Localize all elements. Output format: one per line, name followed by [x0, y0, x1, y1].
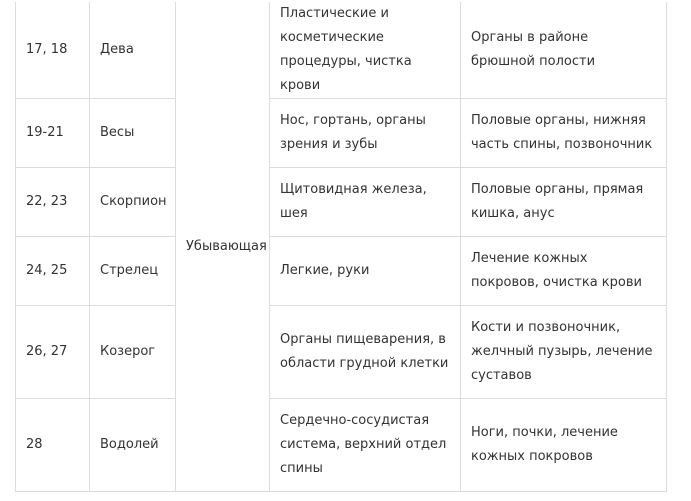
days-cell: 22, 23: [16, 168, 90, 237]
moon-phase-cell: Убывающая: [176, 2, 270, 492]
avoid-organs-cell: Лечение кожных покровов, очистка крови: [461, 237, 667, 306]
treat-organs-cell: Сердечно-сосудистая система, верхний отдел спины: [270, 399, 461, 492]
avoid-organs-cell: Кости и позвоночник, желчный пузырь, лечение суставов: [461, 306, 667, 399]
zodiac-sign-cell: Стрелец: [90, 237, 176, 306]
zodiac-sign-cell: Скорпион: [90, 168, 176, 237]
zodiac-sign-cell: Весы: [90, 99, 176, 168]
zodiac-sign-cell: Водолей: [90, 399, 176, 492]
lunar-calendar-table: [15, 2, 667, 492]
table-row: [16, 99, 667, 168]
treat-organs-cell: Органы пищеварения, в области грудной клетки: [270, 306, 461, 399]
avoid-organs-cell: Ноги, почки, лечение кожных покровов: [461, 399, 667, 492]
table-row: [16, 306, 667, 399]
treat-organs-cell: Пластические и косметические процедуры, чистка крови: [270, 2, 461, 99]
lunar-calendar-table-container: [15, 2, 667, 492]
avoid-organs-cell: Органы в районе брюшной полости: [461, 2, 667, 99]
zodiac-sign-cell: Козерог: [90, 306, 176, 399]
treat-organs-cell: Легкие, руки: [270, 237, 461, 306]
zodiac-sign-cell: Дева: [90, 2, 176, 99]
days-cell: 28: [16, 399, 90, 492]
avoid-organs-cell: Половые органы, прямая кишка, анус: [461, 168, 667, 237]
table-row: [16, 237, 667, 306]
table-row: [16, 399, 667, 492]
days-cell: 19-21: [16, 99, 90, 168]
treat-organs-cell: Щитовидная железа, шея: [270, 168, 461, 237]
days-cell: 26, 27: [16, 306, 90, 399]
table-row: [16, 2, 667, 99]
days-cell: 24, 25: [16, 237, 90, 306]
treat-organs-cell: Нос, гортань, органы зрения и зубы: [270, 99, 461, 168]
avoid-organs-cell: Половые органы, нижняя часть спины, позвоночник: [461, 99, 667, 168]
table-row: [16, 168, 667, 237]
days-cell: 17, 18: [16, 2, 90, 99]
